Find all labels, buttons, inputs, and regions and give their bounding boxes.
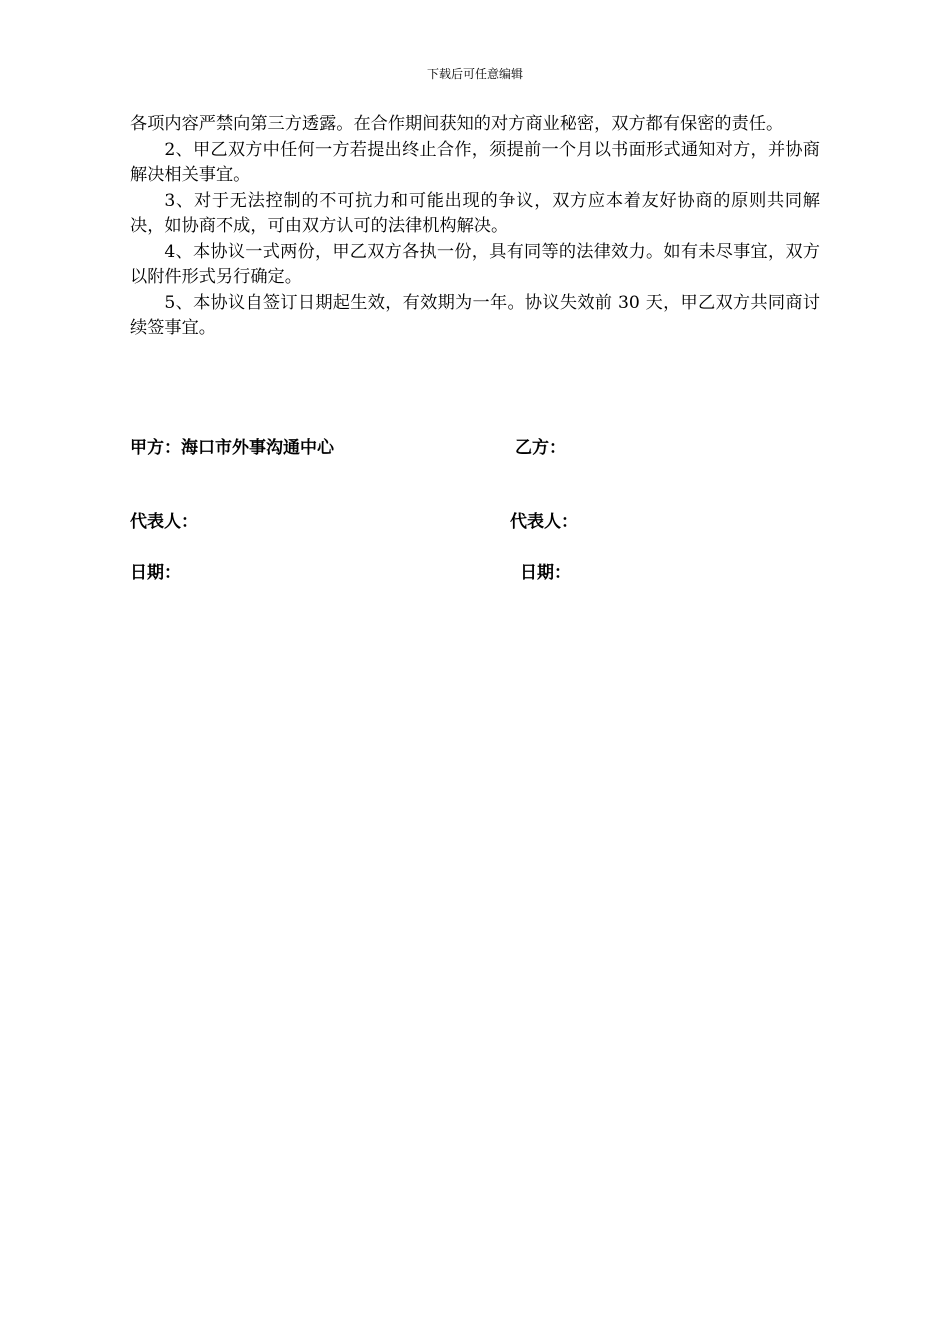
date-b-label: 日期：: [520, 563, 571, 583]
representative-a-label: 代表人：: [130, 512, 198, 532]
paragraph-validity: 5、本协议自签订日期起生效，有效期为一年。协议失效前 30 天，甲乙双方共同商讨续签事宜。: [130, 292, 820, 338]
party-a-label: 甲方：海口市外事沟通中心: [130, 438, 334, 458]
contract-body: [130, 112, 820, 342]
date-a-label: 日期：: [130, 563, 181, 583]
paragraph-copies: 4、本协议一式两份，甲乙双方各执一份，具有同等的法律效力。如有未尽事宜，双方以附件形式另行确定。: [130, 241, 820, 287]
paragraph-confidentiality: 各项内容严禁向第三方透露。在合作期间获知的对方商业秘密，双方都有保密的责任。: [130, 114, 784, 134]
paragraph-force-majeure: 3、对于无法控制的不可抗力和可能出现的争议，双方应本着友好协商的原则共同解决，如协商不成，可由双方认可的法律机构解决。: [130, 190, 820, 236]
party-b-label: 乙方：: [515, 438, 566, 458]
representative-b-label: 代表人：: [510, 512, 578, 532]
paragraph-termination: 2、甲乙双方中任何一方若提出终止合作，须提前一个月以书面形式通知对方，并协商解决相关事宜。: [130, 139, 820, 185]
page-header: 下载后可任意编辑: [426, 67, 523, 81]
